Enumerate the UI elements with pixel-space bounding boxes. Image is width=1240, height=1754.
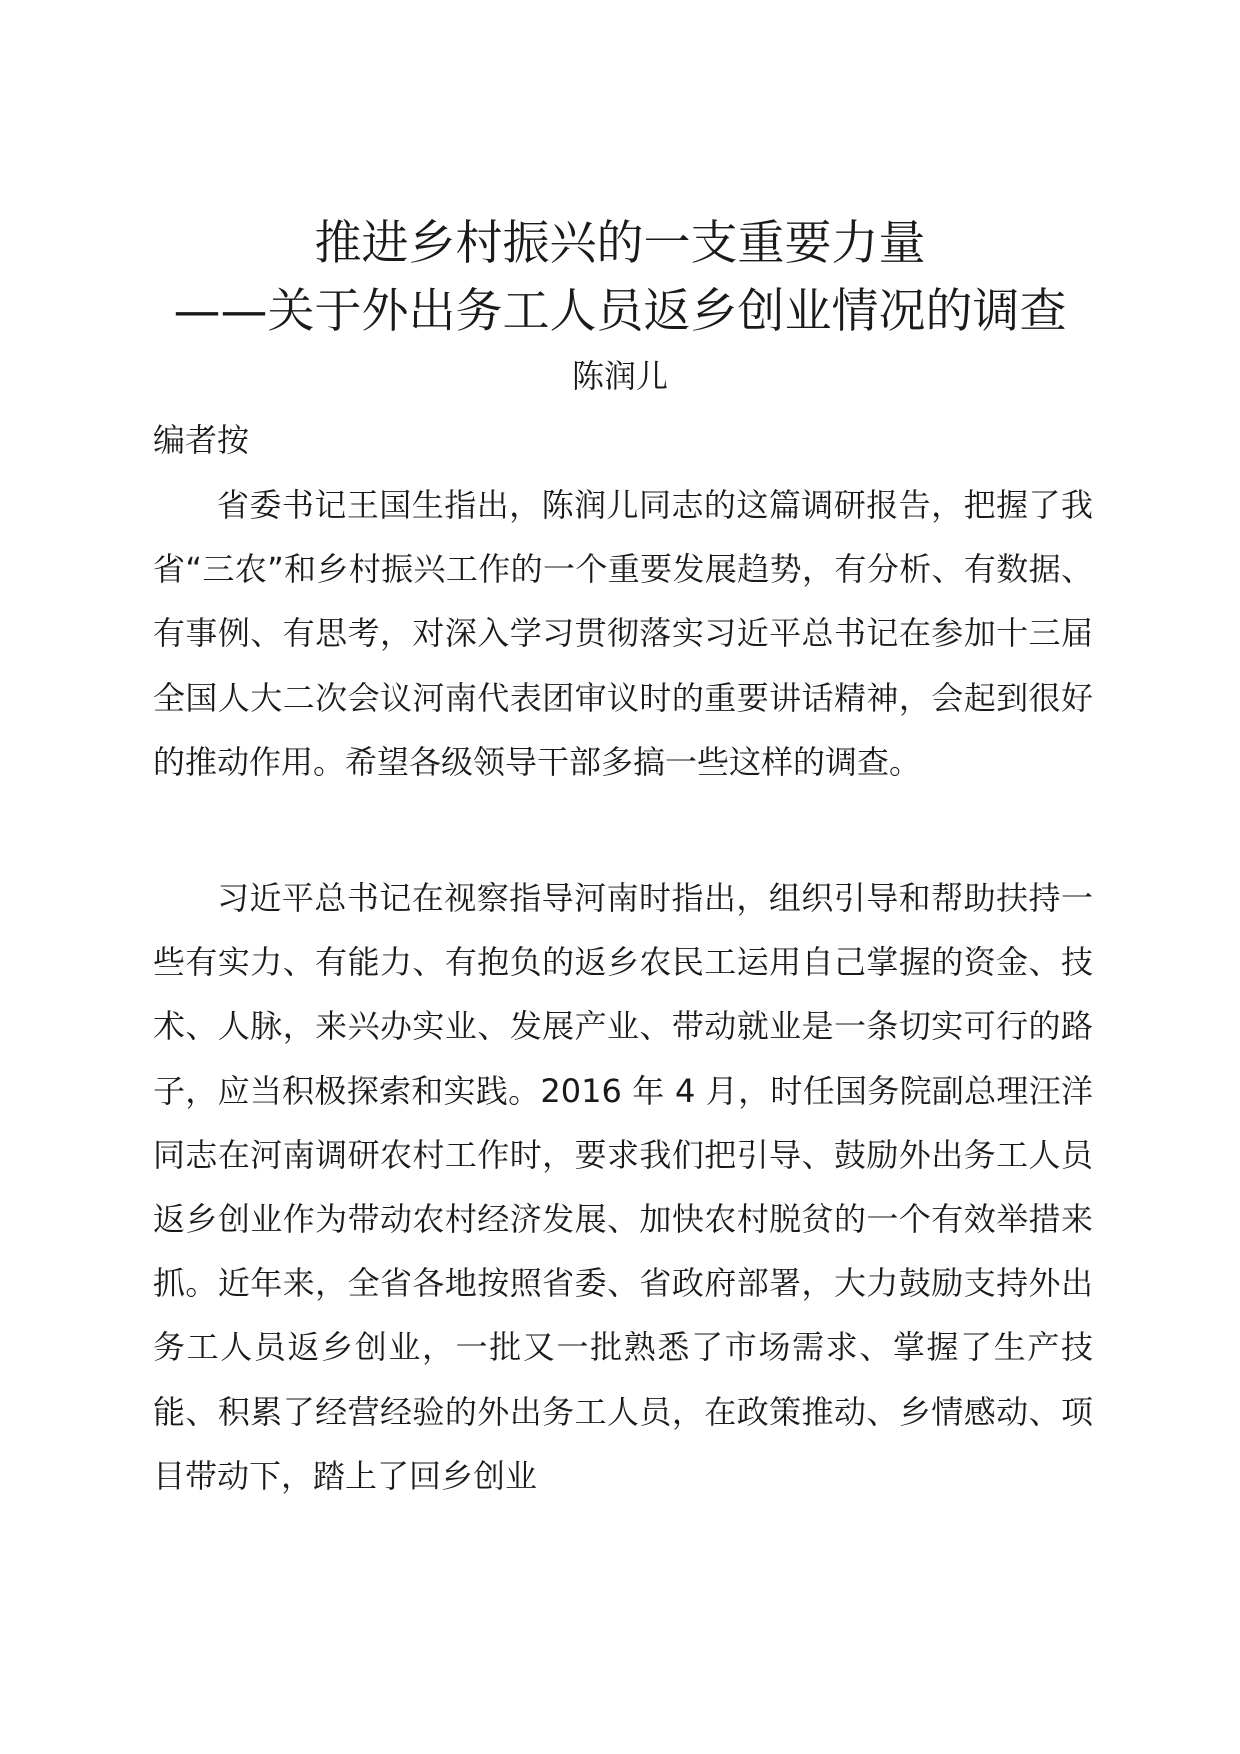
document-title: 推进乡村振兴的一支重要力量	[314, 216, 926, 271]
document-subtitle: ——关于外出务工人员返乡创业情况的调查	[173, 284, 1067, 339]
body-paragraph: 习近平总书记在视察指导河南时指出，组织引导和帮助扶持一些有实力、有能力、有抱负的返乡农民工运用自己掌握的资金、技术、人脉，来兴办实业、发展产业、带动就业是一条切实可行的路子，应当积极探索和实践。2016 年 4 月，时任国务院副总理汪洋同志在河南调研农村工作时，要求我们把引导、鼓励外出务工人员返乡创业作为带动农村经济发展、加快农村脱贫的一个有效举措来抓。近年来，全省各地按照省委、省政府部署，大力鼓励支持外出务工人员返乡创业，一批又一批熟悉了市场需求、掌握了生产技能、积累了经营经验的外出务工人员，在政策推动、乡情感动、项目带动下，踏上了回乡创业	[153, 879, 1093, 1495]
editor-note-paragraph: 省委书记王国生指出，陈润儿同志的这篇调研报告，把握了我省“三农”和乡村振兴工作的一个重要发展趋势，有分析、有数据、有事例、有思考，对深入学习贯彻落实习近平总书记在参加十三届全国人大二次会议河南代表团审议时的重要讲话精神，会起到很好的推动作用。希望各级领导干部多搞一些这样的调查。	[153, 486, 1093, 781]
author-name: 陈润儿	[571, 357, 668, 395]
editor-note-label: 编者按	[153, 421, 250, 459]
